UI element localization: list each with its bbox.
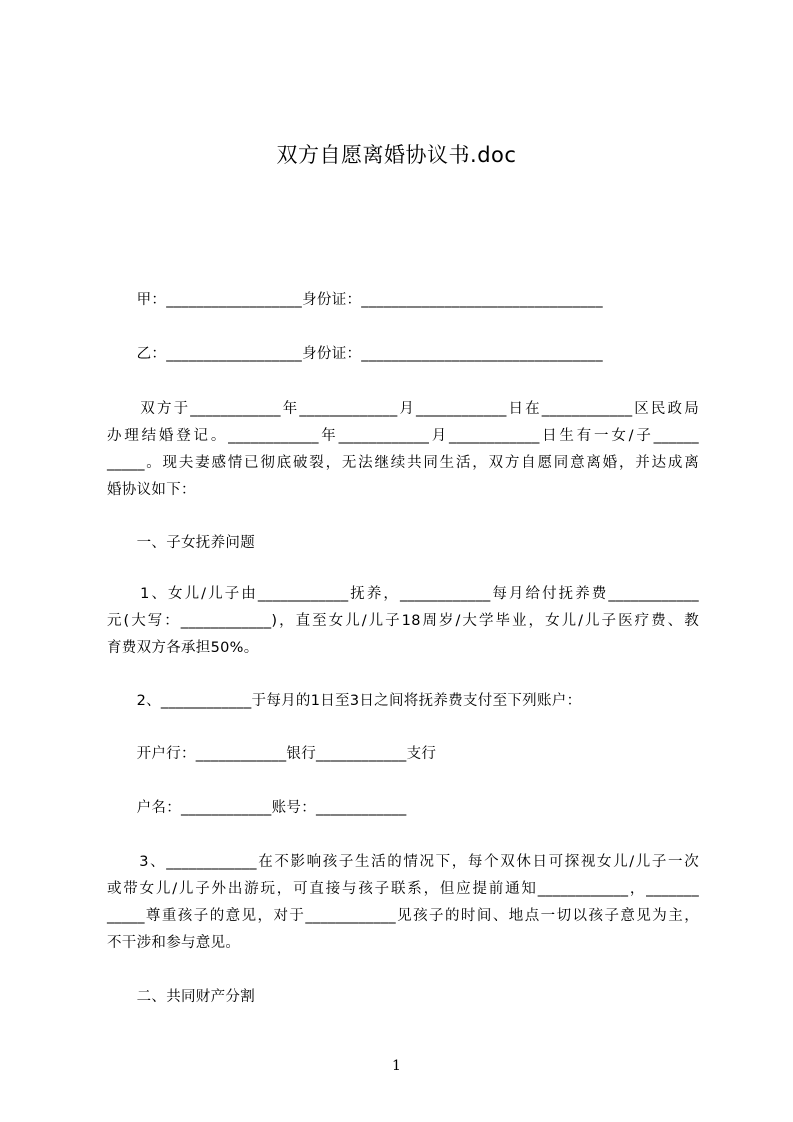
section-heading: 二、共同财产分割 — [107, 989, 255, 1005]
paragraph-line: 办理结婚登记。____________年____________月____________日生有一女/子______ — [107, 428, 699, 444]
party-a-line: 甲：__________________身份证：________________________________ — [107, 292, 603, 308]
paragraph-line: 双方于____________年_____________月____________日在____________区民政局 — [107, 401, 699, 417]
paragraph-line: 不干涉和参与意见。 — [107, 935, 241, 951]
paragraph-line: 3、____________在不影响孩子生活的情况下，每个双休日可探视女儿/儿子一次 — [107, 854, 699, 870]
paragraph-line: 1、女儿/儿子由____________抚养，____________每月给付抚养费____________ — [107, 586, 699, 602]
paragraph-line: 2、____________于每月的1日至3日之间将抚养费支付至下列账户： — [107, 693, 582, 709]
paragraph-line: 育费双方各承担50%。 — [107, 640, 259, 656]
party-b-line: 乙：__________________身份证：________________________________ — [107, 346, 603, 362]
paragraph-line: 或带女儿/儿子外出游玩，可直接与孩子联系，但应提前通知____________，_______ — [107, 881, 699, 897]
bank-line: 开户行：____________银行____________支行 — [107, 746, 437, 762]
paragraph-line: _____尊重孩子的意见，对于____________见孩子的时间、地点一切以孩子意见为主， — [107, 908, 699, 924]
account-line: 户名：____________账号：____________ — [107, 800, 407, 816]
document-title: 双方自愿离婚协议书.doc — [276, 143, 517, 167]
paragraph-line: 元(大写：____________)，直至女儿/儿子18周岁/大学毕业，女儿/儿子医疗费、教 — [107, 613, 699, 629]
section-heading: 一、子女抚养问题 — [107, 535, 255, 551]
paragraph-line: _____。现夫妻感情已彻底破裂，无法继续共同生活，双方自愿同意离婚，并达成离 — [107, 455, 699, 471]
page-number: 1 — [392, 1058, 401, 1074]
paragraph-line: 婚协议如下： — [107, 482, 196, 498]
